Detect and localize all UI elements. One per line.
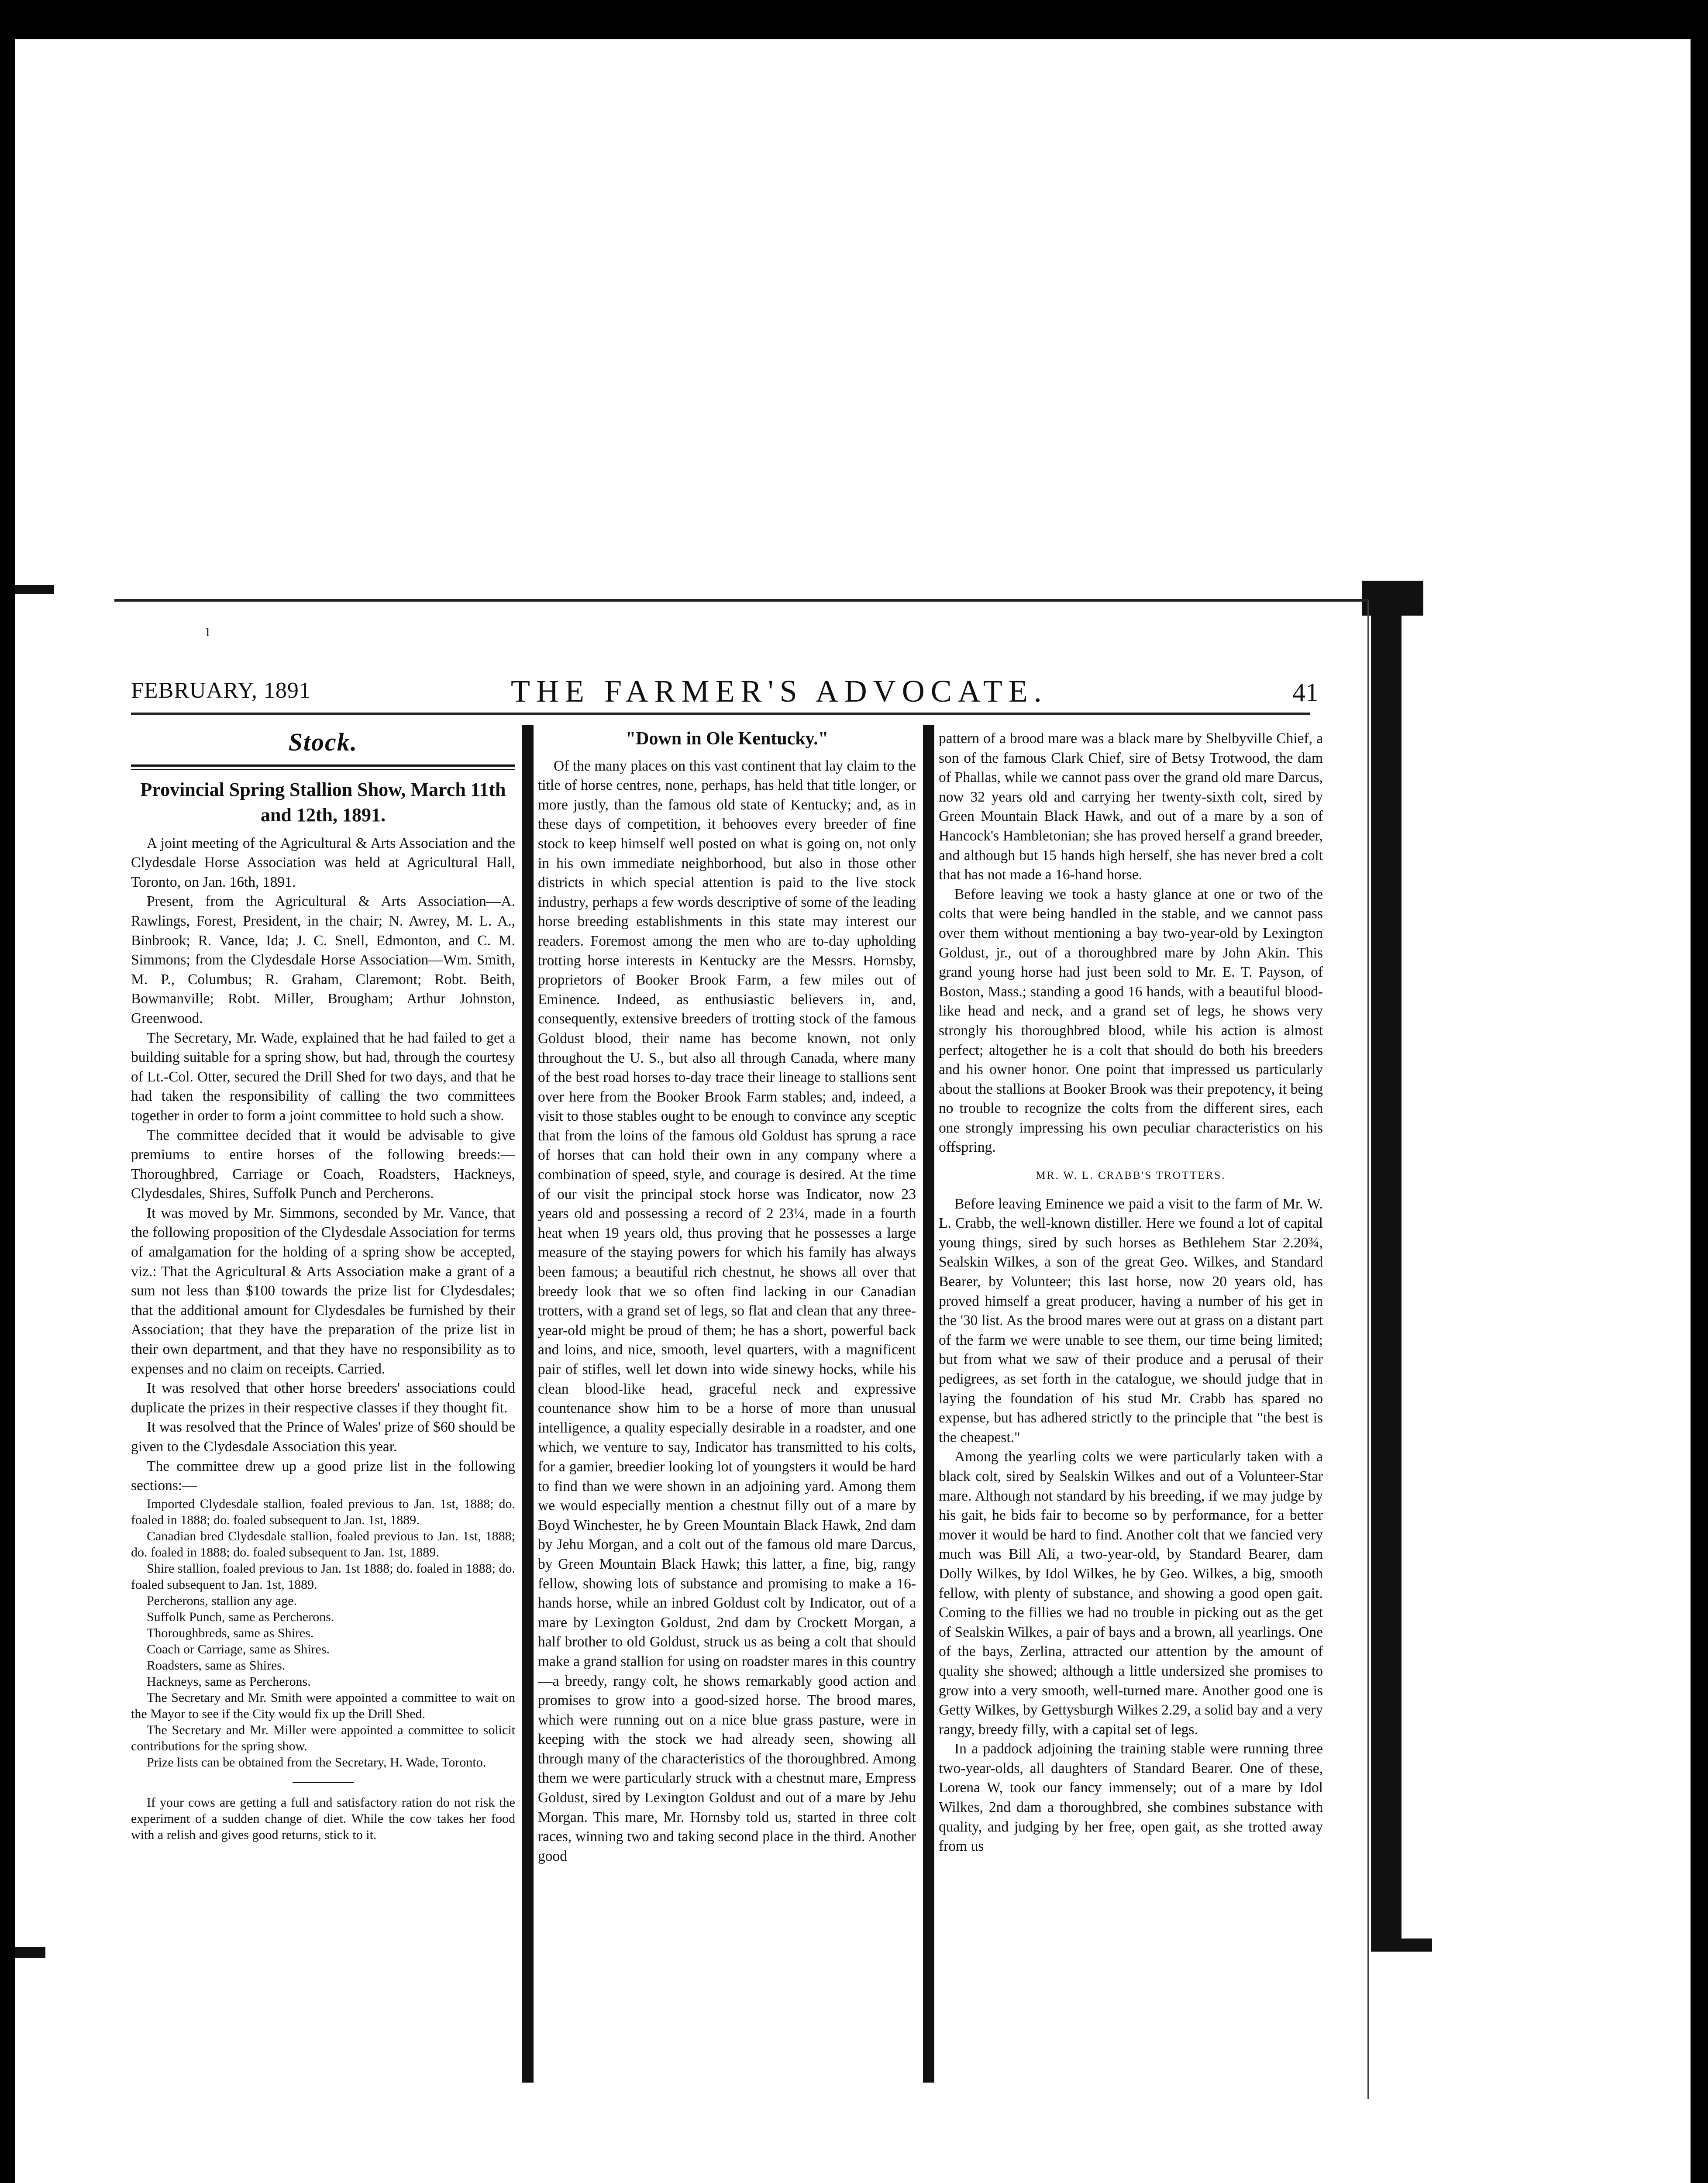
column-stock — [131, 729, 515, 1843]
header-rule — [131, 713, 1310, 715]
article-title-kentucky: "Down in Ole Kentucky." — [625, 729, 829, 749]
section-title: Stock. — [288, 728, 358, 756]
paragraph: The committee decided that it would be advisable to give premiums to entire horses of the following breeds:—Thoroughbred, Carriage or Coach, Roadsters, Hackneys, Clydesdales, Shires, Suffolk Punch and Percherons. — [131, 1127, 515, 1202]
list-item: Roadsters, same as Shires. — [147, 1658, 286, 1673]
paragraph: Canadian bred Clydesdale stallion, foaled previous to Jan. 1st, 1888; do. foaled in 1888; do. foaled subsequent to Jan. 1st, 1889. — [131, 1529, 515, 1560]
paragraph: It was resolved that other horse breeders' associations could duplicate the prizes in their respective classes if they thought fit. — [131, 1380, 515, 1416]
column-kentucky — [538, 729, 916, 1866]
paragraph: A joint meeting of the Agricultural & Arts Association and the Clydesdale Horse Association was held at Agricultural Hall, Toronto, on Jan. 16th, 1891. — [131, 835, 515, 890]
paragraph: It was moved by Mr. Simmons, seconded by Mr. Vance, that the following proposition of the Clydesdale Association for terms of amalgamation for the holding of a spring show be accepted, viz.: That the Agricultural & Arts Association make a grant of a sum not less than $100 towards the prize list for Clydesdales; that the additional amount for Clydesdales be furnished by their Association; that they have the preparation of the prize list in their own department, and that they have no responsibility as to expenses and no claim on receipts. Carried. — [131, 1205, 515, 1377]
list-item: Percherons, stallion any age. — [147, 1593, 297, 1608]
header-date: FEBRUARY, 1891 — [131, 678, 311, 703]
paragraph: In a paddock adjoining the training stable were running three two-year-olds, all daughters of Standard Bearer. One of these, Lorena W, took our fancy immensely; out of a mare by Idol Wilkes, 2nd dam a thoroughbred, she combines substance with quality, and judging by her free, open gait, as she trotted away from us — [939, 1741, 1323, 1855]
paragraph: The committee drew up a good prize list in the following sections:— — [131, 1458, 515, 1494]
list-item: Suffolk Punch, same as Percherons. — [147, 1609, 334, 1624]
paragraph: Of the many places on this vast continent that lay claim to the title of horse centres, none, perhaps, has held that title longer, or more justly, than the famous old state of Kentucky; and, as in these days of competition, it behooves every breeder of fine stock to keep himself well posted on what is going on, not only in his own immediate neighborhood, but also in those other districts in which special attention is paid to the live stock industry, perhaps a few words descriptive of some of the leading horse breeding establishments in this state may interest our readers. Foremost among the men who are to-day upholding trotting horse interests in Kentucky are the Messrs. Hornsby, proprietors of Booker Brook Farm, a few miles out of Eminence. Indeed, as enthusiastic believers in, and, consequently, extensive breeders of trotting stock of the famous Goldust blood, their name has become known, not only throughout the U. S., but also all through Canada, where many of the best road horses to-day trace their lineage to stallions sent over here from the Booker Brook Farm stables; and, indeed, a visit to those stables ought to be enough to convince any sceptic that from the loins of the famous old Goldust has sprung a race of horses that can hold their own in any company where a combination of speed, style, and courage is desired. At the time of our visit the principal stock horse was Indicator, now 23 years old and possessing a record of 2 23¼, made in a fourth heat when 19 years old, thus proving that he possesses a large measure of the staying powers for which his family has always been famous; a beautiful rich chestnut, he shows all over that breedy look that we so often find lacking in our Canadian trotters, with a grand set of legs, so flat and clean that any three-year-old might be proud of them; he has a short, powerful back and loins, and nice, smooth, level quarters, with a magnificent pair of stifles, well let down into wide sinewy hocks, while his clean blood-like head, graceful neck and expressive countenance show him to be a horse of more than unusual intelligence, a quality especially desirable in a roadster, and one which, we venture to say, Indicator has transmitted to his colts, for a gamier, breedier looking lot of youngsters it would be hard to find than we were shown in an adjoining yard. Among them we would especially mention a chestnut filly out of a mare by Boyd Winchester, he by Green Mountain Black Hawk, 2nd dam by Jehu Morgan, and a colt out of the famous old mare Darcus, by Green Mountain Black Hawk; this latter, a fine, big, rangy fellow, showing lots of substance and promising to make a 16-hands horse, while an inbred Goldust colt by Indicator, out of a mare by Lexington Goldust, 2nd dam by Crockett Morgan, a half brother to old Goldust, struck us as being a colt that should make a grand stallion for using on roadster mares in this country—a breedy, rangy colt, he shows remarkably good action and promises to grow into a good-sized horse. The brood mares, which were running out on a nice blue grass pasture, were in keeping with the stock we had already seen, showing all through many of the characteristics of the thoroughbred. Among them we were particularly struck with a chestnut mare, Empress Goldust, sired by Lexington Goldust and out of a mare by Jehu Morgan. This mare, Mr. Hornsby told us, started in three colt races, winning two and taking second place in the third. Another good — [538, 758, 916, 1864]
section-rule — [131, 764, 515, 770]
header-page-number: 41 — [1292, 678, 1319, 707]
scan-border-left — [0, 0, 15, 2183]
paragraph: Imported Clydesdale stallion, foaled previous to Jan. 1st, 1888; do. foaled in 1888; do. foaled subsequent to Jan. 1st, 1889. — [131, 1496, 515, 1527]
paragraph: Before leaving we took a hasty glance at one or two of the colts that were being handled in the stable, and we cannot pass over them without mentioning a bay two-year-old by Lexington Goldust, jr., out of a thoroughbred mare by John Akin. This grand young horse had just been sold to Mr. E. T. Payson, of Boston, Mass.; standing a good 16 hands, with a beautiful blood-like head and neck, and a grand set of legs, he shows very strongly his thoroughbred blood, while his action is almost perfect; altogether he is a colt that should do both his breeders and his owner honor. One point that impressed us particularly about the stallions at Booker Brook was their prepotency, it being no trouble to recognize the colts from the different sires, each one strongly impressing his own peculiar characteristics on his offspring. — [939, 886, 1323, 1156]
paragraph: Present, from the Agricultural & Arts Association—A. Rawlings, Forest, President, in the chair; N. Awrey, M. L. A., Binbrook; R. Vance, Ida; J. C. Snell, Edmonton, and C. M. Simmons; from the Clydesdale Horse Association—Wm. Smith, M. P., Columbus; R. Graham, Claremont; Robt. Beith, Bowmanville; Robt. Miller, Brougham; Arthur Johnston, Greenwood. — [131, 893, 515, 1026]
list-item: Coach or Carriage, same as Shires. — [147, 1642, 330, 1656]
scan-edge-right-frame-bottom — [1371, 1939, 1432, 1952]
paragraph: The Secretary and Mr. Smith were appointed a committee to wait on the Mayor to see if the City would fix up the Drill Shed. — [131, 1690, 515, 1721]
scan-border-right — [1691, 0, 1708, 2183]
paragraph: The Secretary and Mr. Miller were appointed a committee to solicit contributions for the spring show. — [131, 1722, 515, 1753]
paragraph: Prize lists can be obtained from the Secretary, H. Wade, Toronto. — [147, 1755, 486, 1770]
scan-edge-left-bar — [15, 585, 54, 594]
paragraph: Among the yearling colts we were particularly taken with a black colt, sired by Sealskin Wilkes and out of a Volunteer-Star mare. Although not standard by his breeding, if we may judge by his gait, he bids fair to become so by performance, for a better mover it would be hard to find. Another colt that we fancied very much was Bill Ali, a two-year-old, by Standard Bearer, dam Dolly Wilkes, by Idol Wilkes, he by Geo. Wilkes, a big, smooth fellow, with plenty of substance, and showing a good open gait. Coming to the fillies we had no trouble in picking out as the get of Sealskin Wilkes, a pair of bays and a brown, all yearlings. One of the bays, Zerlina, attracted our attention by the amount of quality she showed; although a little undersized she promises to grow into a very smooth, well-turned mare. Another good one is Getty Wilkes, by Gettysburgh Wilkes 2.29, a solid bay and a very rangy, breedy filly, with a capital set of legs. — [939, 1449, 1323, 1738]
list-item: Hackneys, same as Percherons. — [147, 1674, 311, 1689]
article-title-stallion-show: Provincial Spring Stallion Show, March 11th and 12th, 1891. — [140, 778, 506, 826]
scan-edge-left-stub — [15, 1947, 45, 1958]
scan-mark: ı — [205, 620, 210, 640]
note-paragraph: If your cows are getting a full and satisfactory ration do not risk the experiment of a sudden change of diet. While the cow takes her food with a relish and gives good returns, stick to it. — [131, 1795, 515, 1842]
paragraph: Shire stallion, foaled previous to Jan. 1st 1888; do. foaled in 1888; do. foaled subsequent to Jan. 1st, 1889. — [131, 1561, 515, 1592]
list-item: Thoroughbreds, same as Shires. — [147, 1625, 314, 1640]
header-title: THE FARMER'S ADVOCATE. — [511, 674, 1048, 709]
scan-border-top — [0, 0, 1708, 39]
column-rule-2 — [923, 725, 934, 2083]
paragraph: It was resolved that the Prince of Wales' prize of $60 should be given to the Clydesdale Association this year. — [131, 1419, 515, 1455]
page-header — [131, 599, 1319, 709]
column-rule-1 — [522, 725, 534, 2083]
paragraph: pattern of a brood mare was a black mare by Shelbyville Chief, a son of the famous Clark Chief, sire of Betsy Trotwood, the dam of Phallas, while we cannot pass over the grand old mare Darcus, now 32 years old and carrying her twenty-sixth colt, sired by Green Mountain Black Hawk, and out of a mare by a son of Hancock's Hambletonian; she has proved herself a grand breeder, and although but 15 hands high herself, she has never bred a colt that has not made a 16-hand horse. — [939, 730, 1323, 883]
scan-edge-right-frame — [1371, 581, 1402, 1952]
paragraph: The Secretary, Mr. Wade, explained that he had failed to get a building suitable for a spring show, but had, through the courtesy of Lt.-Col. Otter, secured the Drill Shed for two days, and that he had taken the responsibility of calling the two committees together in order to form a joint committee to hold such a show. — [131, 1030, 515, 1124]
article-separator — [293, 1782, 354, 1783]
paragraph: Before leaving Eminence we paid a visit to the farm of Mr. W. L. Crabb, the well-known distiller. Here we found a lot of capital young things, sired by such horses as Bethlehem Star 2.20¾, Sealskin Wilkes, a son of the great Geo. Wilkes, and Standard Bearer, by Volunteer; this last horse, now 20 years old, has proved himself a great producer, having a number of his get in the '30 list. As the brood mares were out at grass on a distant part of the farm we were unable to see them, our time being limited; but from what we saw of their produce and a perusal of their pedigrees, as set forth in the catalogue, we should judge that in laying the foundation of his stud Mr. Crabb has spared no expense, but has adhered strictly to the principle that "the best is the cheapest." — [939, 1195, 1323, 1446]
subheading-crabb: MR. W. L. CRABB'S TROTTERS. — [1036, 1170, 1226, 1182]
column-kentucky-continued — [939, 729, 1323, 1856]
